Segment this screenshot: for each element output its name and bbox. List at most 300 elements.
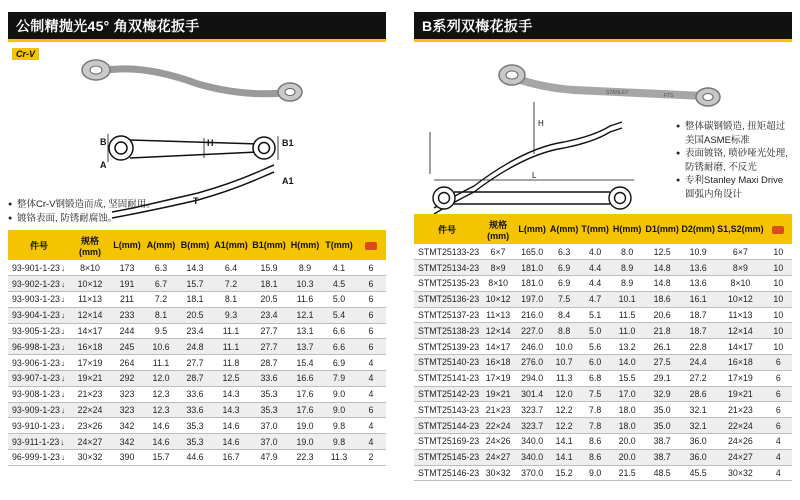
table-cell: 24×26 — [716, 434, 765, 450]
table-cell: 211 — [110, 292, 144, 308]
left-feature-item: ● 整体Cr-V钢锻造而成, 坚固耐用。 — [8, 198, 378, 212]
table-cell: 14.1 — [548, 449, 580, 465]
table-cell: 246.0 — [516, 339, 548, 355]
table-cell: 245 — [110, 339, 144, 355]
table-cell: 33.6 — [178, 402, 212, 418]
table-cell: 6 — [356, 260, 386, 276]
table-cell: 18.1 — [178, 292, 212, 308]
table-cell: 14.1 — [548, 434, 580, 450]
part-number-cell: 93-909-1-23↓ — [8, 402, 70, 418]
table-cell: 191 — [110, 276, 144, 292]
table-cell: 6 — [356, 276, 386, 292]
table-cell: 264 — [110, 355, 144, 371]
dim-label-h-right: H — [538, 119, 544, 128]
table-cell: 6 — [356, 339, 386, 355]
table-row — [8, 339, 386, 355]
table-cell: 24×26 — [480, 434, 516, 450]
wrench-brand-text: STANLEY — [606, 90, 629, 96]
right-spec-table — [414, 214, 792, 481]
down-arrow-icon: ↓ — [60, 327, 65, 337]
table-cell: 27.5 — [644, 355, 680, 371]
table-cell: 8.1 — [212, 292, 250, 308]
right-feature-item: ● 整体碳钢锻造, 扭矩超过美国ASME标准 — [676, 120, 792, 147]
down-arrow-icon: ↓ — [60, 311, 65, 321]
part-number-cell: 93-902-1-23↓ — [8, 276, 70, 292]
table-cell: 12×14 — [70, 307, 110, 323]
part-number-cell: STMT25146-23 — [414, 465, 480, 481]
table-cell: 27.7 — [250, 323, 288, 339]
part-number-cell: STMT25169-23 — [414, 434, 480, 450]
table-cell: 37.0 — [250, 418, 288, 434]
table-cell: 6 — [765, 402, 792, 418]
part-number-cell: STMT25135-23 — [414, 276, 480, 292]
table-cell: 233 — [110, 307, 144, 323]
column-header: 规格 (mm) — [480, 214, 516, 244]
table-cell: 14.6 — [144, 434, 178, 450]
left-wrench-photo — [82, 60, 302, 101]
table-cell: 276.0 — [516, 355, 548, 371]
table-cell: 22.8 — [680, 339, 716, 355]
column-header: B1(mm) — [250, 230, 288, 260]
left-product-panel — [8, 12, 386, 488]
table-cell: 14.0 — [610, 355, 644, 371]
table-cell: 11.3 — [322, 450, 356, 466]
table-cell: 19.0 — [288, 434, 322, 450]
table-cell: 36.0 — [680, 449, 716, 465]
table-cell: 18.0 — [610, 418, 644, 434]
table-cell: 14.8 — [644, 260, 680, 276]
table-row — [8, 371, 386, 387]
down-arrow-icon: ↓ — [60, 453, 65, 463]
table-cell: 4 — [356, 371, 386, 387]
table-cell: 10 — [765, 339, 792, 355]
table-cell: 23.4 — [178, 323, 212, 339]
table-cell: 342 — [110, 434, 144, 450]
package-qty-icon — [365, 242, 377, 250]
table-row — [8, 355, 386, 371]
table-cell: 19×21 — [480, 386, 516, 402]
right-product-panel — [414, 12, 792, 488]
right-panel-header — [414, 12, 792, 42]
table-row — [8, 450, 386, 466]
down-arrow-icon: ↓ — [60, 279, 65, 289]
table-cell: 18.7 — [680, 323, 716, 339]
right-side-view-drawing — [430, 102, 622, 214]
table-cell: 6.3 — [548, 244, 580, 260]
left-illustration — [8, 42, 386, 220]
table-cell: 16×18 — [480, 355, 516, 371]
crv-badge: Cr-V — [12, 48, 39, 60]
table-cell: 19.0 — [288, 418, 322, 434]
table-cell: 6 — [356, 307, 386, 323]
table-cell: 32.9 — [644, 386, 680, 402]
table-row — [8, 292, 386, 308]
table-cell: 12×14 — [716, 323, 765, 339]
column-header: L(mm) — [110, 230, 144, 260]
table-cell: 12.2 — [548, 402, 580, 418]
table-cell: 13.6 — [680, 276, 716, 292]
table-cell: 10.7 — [548, 355, 580, 371]
table-cell: 323 — [110, 386, 144, 402]
table-cell: 9.8 — [322, 418, 356, 434]
table-cell: 6 — [765, 418, 792, 434]
table-cell: 38.7 — [644, 449, 680, 465]
table-cell: 23.4 — [250, 307, 288, 323]
part-number-cell: STMT25133-23 — [414, 244, 480, 260]
part-number-cell: 93-906-1-23↓ — [8, 355, 70, 371]
table-cell: 12.1 — [288, 307, 322, 323]
table-row — [414, 355, 792, 371]
table-cell: 15.7 — [178, 276, 212, 292]
table-cell: 6.3 — [144, 260, 178, 276]
table-cell: 323 — [110, 402, 144, 418]
table-cell: 9.0 — [322, 402, 356, 418]
table-cell: 8.6 — [580, 434, 610, 450]
table-cell: 6×7 — [480, 244, 516, 260]
table-cell: 8.6 — [580, 449, 610, 465]
table-cell: 24×27 — [480, 449, 516, 465]
right-feature-item: ● 专利Stanley Maxi Drive 圆弧内角设计 — [676, 174, 792, 201]
table-cell: 10 — [765, 323, 792, 339]
table-cell: 18.0 — [610, 402, 644, 418]
table-cell: 10 — [765, 276, 792, 292]
table-cell: 173 — [110, 260, 144, 276]
table-cell: 35.3 — [250, 402, 288, 418]
table-cell: 9.8 — [322, 434, 356, 450]
dim-label-a: A — [100, 160, 107, 170]
down-arrow-icon: ↓ — [60, 342, 65, 352]
table-cell: 9.5 — [144, 323, 178, 339]
part-number-cell: STMT25138-23 — [414, 323, 480, 339]
column-header: 件号 — [414, 214, 480, 244]
table-cell: 340.0 — [516, 434, 548, 450]
table-cell: 8.1 — [144, 307, 178, 323]
table-cell: 27.7 — [250, 339, 288, 355]
table-cell: 8.9 — [288, 260, 322, 276]
down-arrow-icon: ↓ — [60, 374, 65, 384]
table-cell: 8.9 — [610, 276, 644, 292]
wrench-model-text: FTS — [664, 93, 674, 99]
column-header — [356, 230, 386, 260]
table-row — [414, 244, 792, 260]
right-spec-table-header — [414, 214, 792, 244]
table-cell: 7.8 — [580, 418, 610, 434]
column-header: D2(mm) — [680, 214, 716, 244]
table-cell: 12.2 — [548, 418, 580, 434]
table-cell: 20.0 — [610, 434, 644, 450]
table-cell: 13.2 — [610, 339, 644, 355]
table-cell: 15.9 — [250, 260, 288, 276]
table-cell: 8.9 — [610, 260, 644, 276]
table-cell: 181.0 — [516, 260, 548, 276]
table-cell: 7.5 — [580, 386, 610, 402]
table-cell: 4 — [356, 434, 386, 450]
part-number-cell: STMT25141-23 — [414, 370, 480, 386]
table-cell: 30×32 — [716, 465, 765, 481]
table-cell: 292 — [110, 371, 144, 387]
table-cell: 5.0 — [580, 323, 610, 339]
part-number-cell: 93-903-1-23↓ — [8, 292, 70, 308]
table-cell: 15.2 — [548, 465, 580, 481]
table-cell: 2 — [356, 450, 386, 466]
down-arrow-icon: ↓ — [60, 390, 65, 400]
table-cell: 10 — [765, 291, 792, 307]
table-row — [8, 323, 386, 339]
table-cell: 6.6 — [322, 323, 356, 339]
table-cell: 14.6 — [144, 418, 178, 434]
table-cell: 5.6 — [580, 339, 610, 355]
table-cell: 14.3 — [212, 386, 250, 402]
left-top-view-drawing — [108, 134, 278, 162]
table-cell: 4.1 — [322, 260, 356, 276]
part-number-cell: STMT25143-23 — [414, 402, 480, 418]
table-cell: 5.4 — [322, 307, 356, 323]
part-number-cell: STMT25145-23 — [414, 449, 480, 465]
package-qty-icon — [772, 226, 784, 234]
table-row — [8, 418, 386, 434]
right-feature-list — [676, 120, 792, 201]
table-row — [414, 386, 792, 402]
table-cell: 323.7 — [516, 402, 548, 418]
table-cell: 22×24 — [716, 418, 765, 434]
table-cell: 14×17 — [716, 339, 765, 355]
table-cell: 11.1 — [144, 355, 178, 371]
table-cell: 6.4 — [212, 260, 250, 276]
table-cell: 7.8 — [580, 402, 610, 418]
table-cell: 17×19 — [70, 355, 110, 371]
part-number-cell: 93-904-1-23↓ — [8, 307, 70, 323]
right-feature-item: ● 表面镀铬, 喷砂哑光处理, 防锈耐磨, 不反光 — [676, 147, 792, 174]
table-cell: 9.0 — [580, 465, 610, 481]
table-cell: 24.4 — [680, 355, 716, 371]
table-cell: 10×12 — [480, 291, 516, 307]
table-row — [414, 291, 792, 307]
table-cell: 5.1 — [580, 307, 610, 323]
column-header: H(mm) — [610, 214, 644, 244]
part-number-cell: 93-905-1-23↓ — [8, 323, 70, 339]
table-row — [414, 339, 792, 355]
part-number-cell: 93-908-1-23↓ — [8, 386, 70, 402]
table-cell: 16×18 — [716, 355, 765, 371]
table-cell: 12.5 — [212, 371, 250, 387]
table-cell: 8×10 — [70, 260, 110, 276]
part-number-cell: 93-911-1-23↓ — [8, 434, 70, 450]
column-header: B(mm) — [178, 230, 212, 260]
table-cell: 13.7 — [288, 339, 322, 355]
table-cell: 23×26 — [70, 418, 110, 434]
table-cell: 35.0 — [644, 402, 680, 418]
down-arrow-icon: ↓ — [60, 437, 65, 447]
table-cell: 8×9 — [716, 260, 765, 276]
table-cell: 11.8 — [212, 355, 250, 371]
table-cell: 28.7 — [250, 355, 288, 371]
table-cell: 8.0 — [610, 244, 644, 260]
table-cell: 14×17 — [480, 339, 516, 355]
table-cell: 227.0 — [516, 323, 548, 339]
table-cell: 10.9 — [680, 244, 716, 260]
table-row — [414, 449, 792, 465]
table-cell: 13.6 — [680, 260, 716, 276]
table-row — [414, 323, 792, 339]
table-cell: 21×23 — [480, 402, 516, 418]
part-number-cell: STMT25136-23 — [414, 291, 480, 307]
table-cell: 6.0 — [580, 355, 610, 371]
table-cell: 8×9 — [480, 260, 516, 276]
table-cell: 14.8 — [644, 276, 680, 292]
column-header: A1(mm) — [212, 230, 250, 260]
table-cell: 20.5 — [250, 292, 288, 308]
table-cell: 4.4 — [580, 260, 610, 276]
table-cell: 4 — [356, 355, 386, 371]
table-cell: 11×13 — [70, 292, 110, 308]
column-header: 规格 (mm) — [70, 230, 110, 260]
table-cell: 10.6 — [144, 339, 178, 355]
left-panel-header — [8, 12, 386, 42]
dim-label-b1: B1 — [282, 138, 294, 148]
table-cell: 370.0 — [516, 465, 548, 481]
table-cell: 22×24 — [480, 418, 516, 434]
table-cell: 14.6 — [212, 434, 250, 450]
dim-label-b: B — [100, 137, 107, 147]
table-cell: 4 — [765, 465, 792, 481]
table-cell: 27.7 — [178, 355, 212, 371]
left-feature-list — [8, 198, 378, 226]
table-row — [8, 276, 386, 292]
table-cell: 14.6 — [212, 418, 250, 434]
column-header: S1,S2(mm) — [716, 214, 765, 244]
table-cell: 18.1 — [250, 276, 288, 292]
table-cell: 30×32 — [480, 465, 516, 481]
table-cell: 15.7 — [144, 450, 178, 466]
down-arrow-icon: ↓ — [60, 358, 65, 368]
table-cell: 21×23 — [70, 386, 110, 402]
part-number-cell: 93-901-1-23↓ — [8, 260, 70, 276]
table-cell: 8.4 — [548, 307, 580, 323]
table-cell: 8×10 — [716, 276, 765, 292]
table-cell: 4 — [356, 418, 386, 434]
table-cell: 32.1 — [680, 418, 716, 434]
column-header: 件号 — [8, 230, 70, 260]
part-number-cell: 96-999-1-23↓ — [8, 450, 70, 466]
table-cell: 8.8 — [548, 323, 580, 339]
table-cell: 28.6 — [680, 386, 716, 402]
table-cell: 6 — [356, 402, 386, 418]
dim-label-h: H — [207, 138, 214, 148]
table-cell: 37.0 — [250, 434, 288, 450]
table-cell: 11.0 — [610, 323, 644, 339]
table-cell: 10 — [765, 260, 792, 276]
table-cell: 294.0 — [516, 370, 548, 386]
column-header: D1(mm) — [644, 214, 680, 244]
right-top-view-drawing — [433, 180, 634, 209]
table-cell: 24×27 — [70, 434, 110, 450]
table-row — [414, 465, 792, 481]
left-panel-title: 公制精抛光45° 角双梅花扳手 — [16, 17, 200, 34]
table-cell: 44.6 — [178, 450, 212, 466]
table-cell: 15.5 — [610, 370, 644, 386]
table-cell: 6 — [765, 386, 792, 402]
table-cell: 342 — [110, 418, 144, 434]
table-cell: 6 — [356, 323, 386, 339]
table-cell: 30×32 — [70, 450, 110, 466]
table-cell: 4.7 — [580, 291, 610, 307]
table-cell: 21.5 — [610, 465, 644, 481]
table-cell: 6.9 — [548, 276, 580, 292]
table-cell: 27.2 — [680, 370, 716, 386]
table-cell: 36.0 — [680, 434, 716, 450]
down-arrow-icon: ↓ — [60, 421, 65, 431]
part-number-cell: STMT25140-23 — [414, 355, 480, 371]
table-cell: 6.8 — [580, 370, 610, 386]
table-cell: 18.7 — [680, 307, 716, 323]
table-cell: 19×21 — [716, 386, 765, 402]
table-cell: 17×19 — [716, 370, 765, 386]
column-header: T(mm) — [322, 230, 356, 260]
table-cell: 216.0 — [516, 307, 548, 323]
table-cell: 15.4 — [288, 355, 322, 371]
table-row — [8, 402, 386, 418]
dim-label-a1: A1 — [282, 176, 294, 186]
table-cell: 16.6 — [288, 371, 322, 387]
table-row — [414, 260, 792, 276]
table-cell: 17.6 — [288, 386, 322, 402]
dim-label-l: L — [532, 171, 537, 180]
table-cell: 32.1 — [680, 402, 716, 418]
table-cell: 165.0 — [516, 244, 548, 260]
left-wrench-drawings — [8, 42, 386, 220]
table-cell: 21.8 — [644, 323, 680, 339]
table-row — [414, 418, 792, 434]
table-row — [414, 307, 792, 323]
part-number-cell: STMT25134-23 — [414, 260, 480, 276]
table-cell: 6.9 — [322, 355, 356, 371]
down-arrow-icon: ↓ — [60, 295, 65, 305]
part-number-cell: STMT25139-23 — [414, 339, 480, 355]
table-cell: 14.3 — [178, 260, 212, 276]
table-cell: 47.9 — [250, 450, 288, 466]
column-header — [765, 214, 792, 244]
part-number-cell: 93-910-1-23↓ — [8, 418, 70, 434]
part-number-cell: 96-998-1-23↓ — [8, 339, 70, 355]
table-cell: 6 — [356, 292, 386, 308]
table-cell: 6×7 — [716, 244, 765, 260]
table-cell: 16×18 — [70, 339, 110, 355]
table-cell: 35.3 — [250, 386, 288, 402]
table-cell: 6.7 — [144, 276, 178, 292]
table-cell: 197.0 — [516, 291, 548, 307]
table-row — [8, 307, 386, 323]
table-cell: 9.3 — [212, 307, 250, 323]
table-cell: 11.1 — [212, 323, 250, 339]
table-cell: 11.3 — [548, 370, 580, 386]
table-cell: 7.2 — [144, 292, 178, 308]
table-cell: 7.5 — [548, 291, 580, 307]
table-cell: 12.0 — [548, 386, 580, 402]
table-cell: 10×12 — [70, 276, 110, 292]
part-number-cell: STMT25142-23 — [414, 386, 480, 402]
table-cell: 22.3 — [288, 450, 322, 466]
column-header: H(mm) — [288, 230, 322, 260]
table-cell: 7.2 — [212, 276, 250, 292]
table-cell: 24×27 — [716, 449, 765, 465]
table-cell: 20.6 — [644, 307, 680, 323]
table-cell: 13.1 — [288, 323, 322, 339]
table-cell: 14×17 — [70, 323, 110, 339]
table-cell: 9.0 — [322, 386, 356, 402]
table-cell: 11.1 — [212, 339, 250, 355]
table-cell: 28.7 — [178, 371, 212, 387]
table-row — [8, 386, 386, 402]
